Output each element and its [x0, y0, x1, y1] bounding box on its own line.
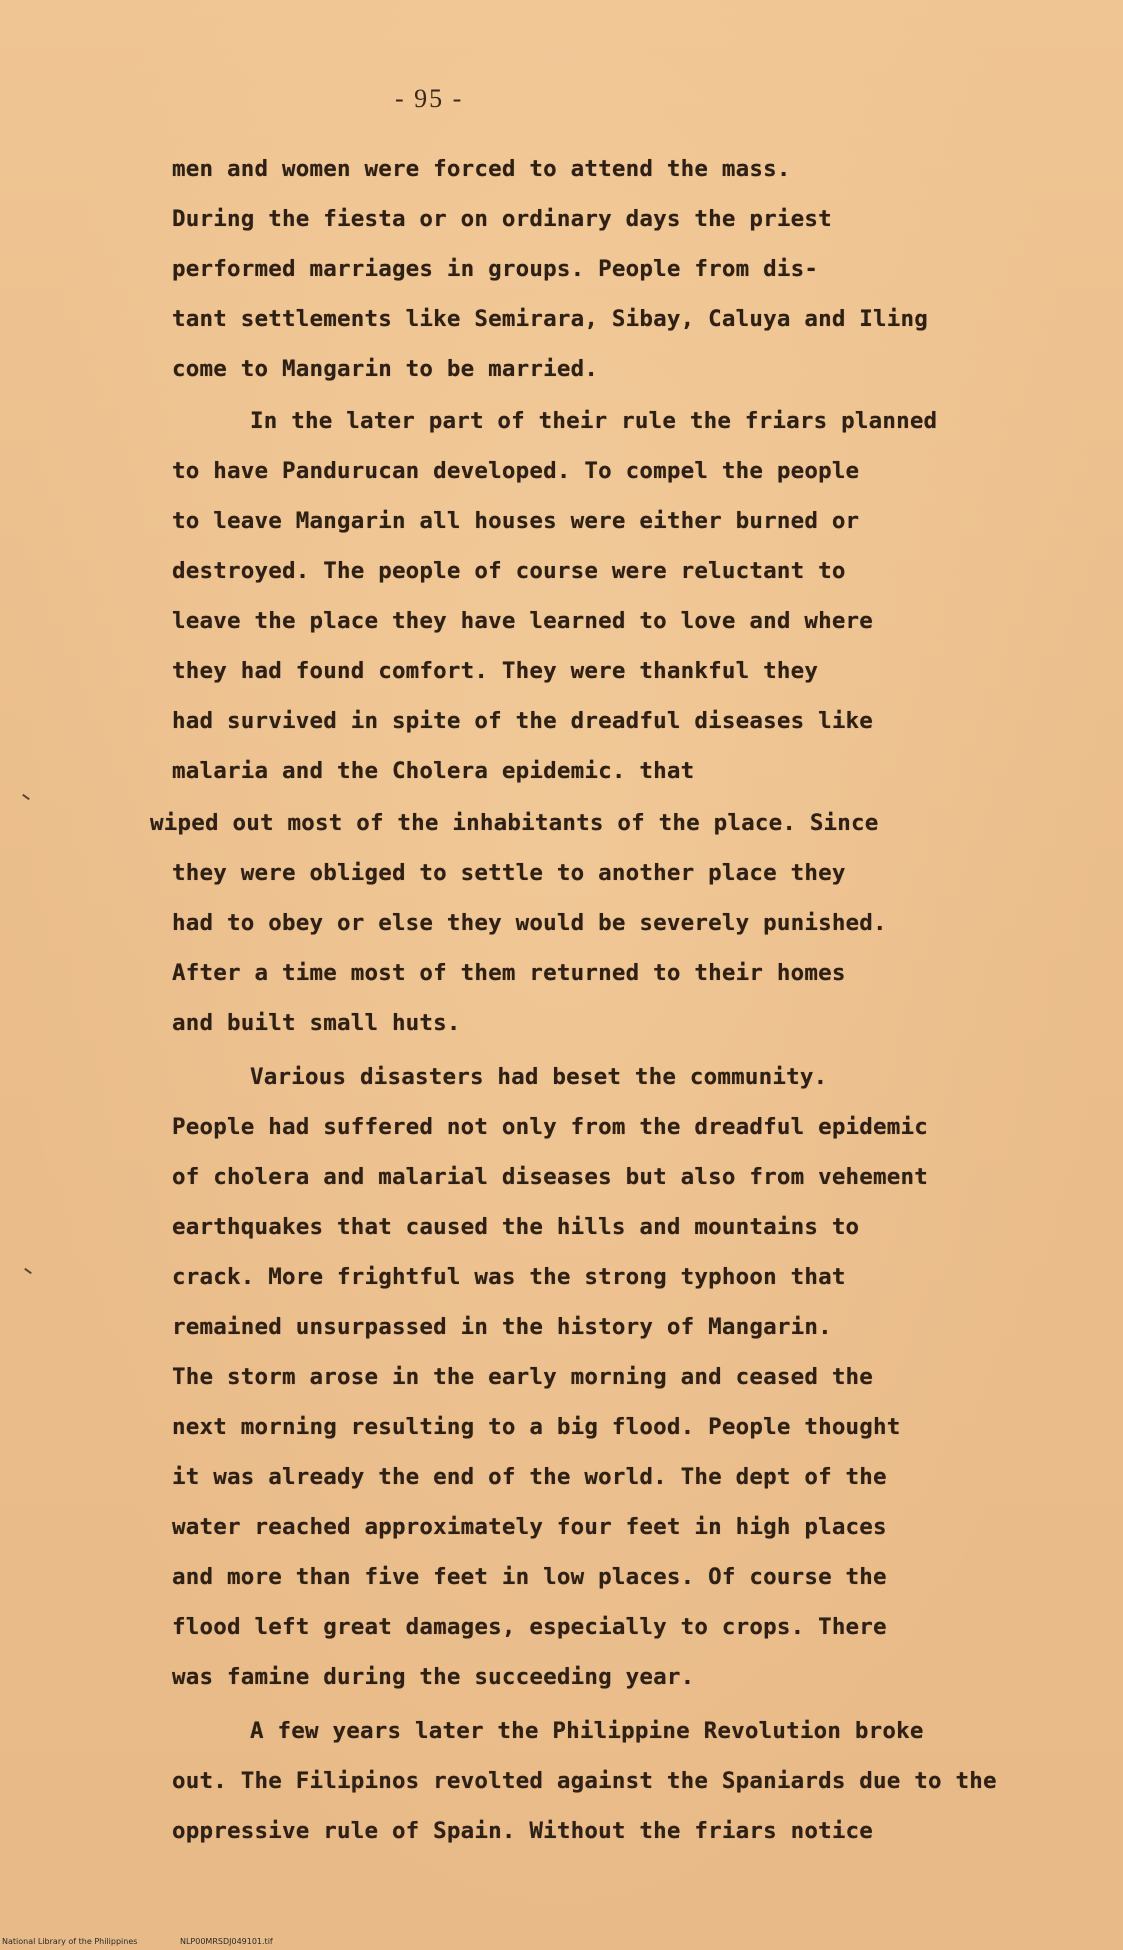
library-label: National Library of the Philippines	[2, 1937, 138, 1946]
text-line: In the later part of their rule the friars planned	[250, 408, 938, 434]
text-line: During the fiesta or on ordinary days the priest	[172, 206, 832, 232]
text-line: water reached approximately four feet in high places	[172, 1514, 887, 1540]
text-line: remained unsurpassed in the history of Mangarin.	[172, 1314, 832, 1340]
file-label: NLP00MRSDJ049101.tif	[179, 1937, 273, 1946]
page-number: - 95 -	[395, 84, 464, 113]
text-line: and built small huts.	[172, 1010, 461, 1036]
text-line: it was already the end of the world. The dept of the	[172, 1464, 887, 1490]
text-line: malaria and the Cholera epidemic. that	[172, 758, 695, 784]
text-line: performed marriages in groups. People from dis-	[172, 256, 819, 282]
text-line: to have Pandurucan developed. To compel the people	[172, 458, 860, 484]
text-line: destroyed. The people of course were reluctant to	[172, 558, 846, 584]
text-line: they were obliged to settle to another place they	[172, 860, 846, 886]
text-line: of cholera and malarial diseases but also from vehement	[172, 1164, 929, 1190]
text-line: was famine during the succeeding year.	[172, 1664, 695, 1690]
text-line: oppressive rule of Spain. Without the friars notice	[172, 1818, 874, 1844]
text-line: had survived in spite of the dreadful diseases like	[172, 708, 874, 734]
text-line: wiped out most of the inhabitants of the place. Since	[150, 810, 879, 836]
text-line: People had suffered not only from the dreadful epidemic	[172, 1114, 929, 1140]
text-line: and more than five feet in low places. Of course the	[172, 1564, 887, 1590]
text-line: flood left great damages, especially to crops. There	[172, 1614, 887, 1640]
text-line: men and women were forced to attend the mass.	[172, 156, 791, 182]
margin-mark	[22, 794, 30, 800]
text-line: to leave Mangarin all houses were either burned or	[172, 508, 860, 534]
text-line: had to obey or else they would be severely punished.	[172, 910, 887, 936]
text-line: Various disasters had beset the community.	[250, 1064, 828, 1090]
text-line: The storm arose in the early morning and ceased the	[172, 1364, 874, 1390]
text-line: leave the place they have learned to love and where	[172, 608, 874, 634]
scan-footer	[2, 1937, 313, 1946]
text-line: earthquakes that caused the hills and mountains to	[172, 1214, 860, 1240]
text-line: next morning resulting to a big flood. People thought	[172, 1414, 901, 1440]
text-line: out. The Filipinos revolted against the Spaniards due to the	[172, 1768, 997, 1794]
text-line: come to Mangarin to be married.	[172, 356, 599, 382]
text-line: After a time most of them returned to their homes	[172, 960, 846, 986]
text-line: crack. More frightful was the strong typhoon that	[172, 1264, 846, 1290]
text-line: they had found comfort. They were thankful they	[172, 658, 819, 684]
text-line: tant settlements like Semirara, Sibay, Caluya and Iling	[172, 306, 929, 332]
margin-mark	[24, 1268, 32, 1274]
text-line: A few years later the Philippine Revolution broke	[250, 1718, 924, 1744]
